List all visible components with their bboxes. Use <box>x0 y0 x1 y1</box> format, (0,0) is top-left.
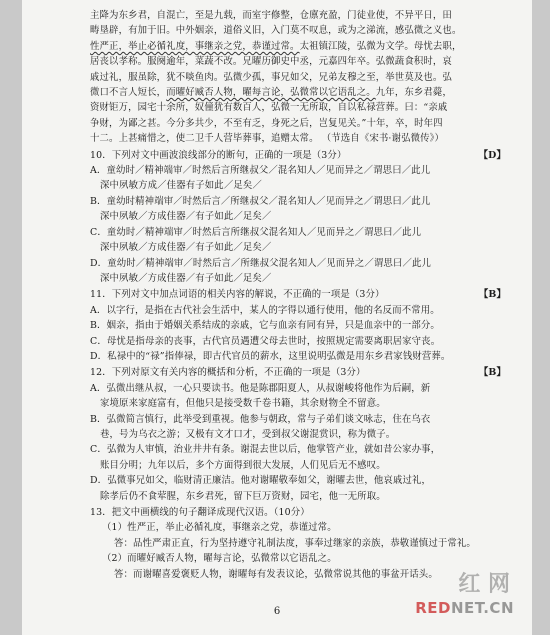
passage-text: 微口不言人短长， <box>90 87 167 99</box>
question-stem <box>90 365 508 380</box>
answer-mark: 【D】 <box>478 149 506 161</box>
question-stem <box>90 148 508 163</box>
passage-line <box>90 54 508 69</box>
watermark-top-text: 红 网 <box>458 572 510 597</box>
answer-option <box>90 381 508 412</box>
passage <box>90 8 508 147</box>
passage-text: 九年，东乡君薨， <box>375 87 452 99</box>
passage-text: 戚过礼，服虽除，犹不啖鱼肉。弘微少孤，事兄如父，兄弟友穆之至，举世莫及也。弘 <box>90 71 452 83</box>
question-11 <box>90 287 508 364</box>
translation-question: （1）性严正，举止必循礼度，事继亲之党，恭谨过常。 <box>102 522 337 534</box>
option-line: 巷，号为乌衣之游；又极有文才口才，受到叔父谢混赏识，称为微子。 <box>100 428 396 440</box>
watermark-logo <box>404 572 514 617</box>
answer-option <box>90 334 508 349</box>
option-line: A．童幼时／精神端审／时然后言所继叔父／混名知人／见而异之／谓思曰／此儿 <box>90 165 431 177</box>
passage-line <box>90 39 508 54</box>
answer-option <box>90 163 508 194</box>
passage-line <box>90 70 508 85</box>
answer-option <box>90 473 508 504</box>
option-line: A．弘微出继从叔，一心只要读书。他是陈郡阳夏人，从叔谢峻将他作为后嗣，新 <box>90 382 431 394</box>
passage-text: 居丧以孝称。服阕逾年，菜蔬不改。兄曜历御史中丞，元嘉四年卒。弘微蔬食积时，哀 <box>90 56 452 68</box>
passage-line <box>90 8 508 23</box>
question-stem <box>90 287 508 302</box>
option-line: C．弘微为人审慎，治业井井有条。谢混去世以后，他掌管产业，就如昔公家办事， <box>90 444 441 456</box>
option-list <box>90 381 508 504</box>
passage-line <box>90 85 508 100</box>
question-text: 10．下列对文中画波浪线部分的断句，正确的一项是（3分） <box>90 149 347 161</box>
passage-line <box>90 131 508 146</box>
passage-line <box>90 23 508 38</box>
underlined-sentence: 而曜好臧否人物，曜每言论，弘微常以它语乱之。 <box>166 87 376 99</box>
option-list <box>90 163 508 286</box>
answer-option <box>90 318 508 333</box>
option-line: 家境原来家庭富有，但他只是接受数千卷书籍，其余财物全不留意。 <box>100 398 386 410</box>
option-line: D．童幼时／精神端审／时然后言／所继叔父混名知人／见而异之／谓思曰／此儿 <box>90 257 432 269</box>
option-line: 深中夙敏／方成佳器／有子如此／足矣／ <box>100 272 272 284</box>
answer-option <box>90 442 508 473</box>
option-line: 深中夙敏／方成佳器／有子如此／足矣／ <box>100 242 272 254</box>
answer-option <box>90 412 508 443</box>
option-line: 深中夙敏方成／佳器有子如此／足矣／ <box>100 180 262 192</box>
option-line: B．姻亲，指由于婚姻关系结成的亲戚，它与血亲有同有异，只是血亲中的一部分。 <box>90 320 440 332</box>
question-12 <box>90 365 508 504</box>
passage-text: 主降为东乡君，自混亡，至是九载，而室宇修整，仓廪充盈，门徒业使，不异平日，田 <box>90 10 452 21</box>
answer-option <box>90 225 508 256</box>
translation-item-1 <box>90 520 508 551</box>
option-line: D．私禄中的“禄”指俸禄，即古代官员的薪水，这里说明弘微是用东乡君家钱财营葬。 <box>90 350 451 362</box>
watermark-bottom-text <box>415 599 514 617</box>
answer-option <box>90 349 508 364</box>
exam-page <box>22 0 532 635</box>
translation-answer: 答：而谢曜喜爱褒贬人物，谢曜每有发表议论，弘微常说其他的事盆开话头。 <box>114 568 438 580</box>
question-text: 12．下列对原文有关内容的概括和分析，不正确的一项是（3分） <box>90 367 366 379</box>
answer-option <box>90 194 508 225</box>
translation-answer: 答：品性严肃正直，行为坚持遵守礼制法度，事奉过继家的亲族，恭敬谨慎过于常礼。 <box>114 537 476 549</box>
option-line: 深中夙敏／方成佳器／有子如此／足矣／ <box>100 211 272 223</box>
page-number: 6 <box>273 606 281 617</box>
option-line: B．弘微简言慎行，此举受到重视。他参与朝政，常与子弟们谈文咏志，住在乌衣 <box>90 413 431 425</box>
passage-text: 资财钜万，园宅十余所，奴僮犹有数百人，弘微一无所取，自以私禄营葬。曰：“亲戚 <box>90 102 448 114</box>
passage-text: 争财，为鄙之甚。今分多共少，不至有乏，身死之后，岂复见关。”十年，卒，时年四 <box>90 117 443 129</box>
answer-mark: 【B】 <box>478 367 506 379</box>
answer-option <box>90 303 508 318</box>
option-line: C．童幼时／精神端审／时然后言所继叔父混名知人／见而异之／谓思曰／此儿 <box>90 226 422 238</box>
question-text: 11．下列对文中加点词语的相关内容的解说，不正确的一项是（3分） <box>90 289 385 301</box>
question-text: 13．把文中画横线的句子翻译成现代汉语。（10分） <box>90 507 310 518</box>
watermark-red-text: RED <box>415 599 451 617</box>
option-line: 除孝后仍不食荤腥，东乡君死，留下巨万资财，园宅，他一无所取。 <box>100 490 386 502</box>
passage-text: 十二。上甚痛惜之，使二卫千人营毕葬事，追赠太常。 （节选自《宋书·谢弘微传》） <box>90 133 444 145</box>
question-13 <box>90 505 508 582</box>
answer-option <box>90 256 508 287</box>
option-line: A．以字行，是指在古代社会生活中，某人的字得以通行使用，他的名反而不常用。 <box>90 304 440 316</box>
translation-question: （2）而曜好臧否人物，曜每言论，弘微常以它语乱之。 <box>102 553 337 565</box>
passage-text: 太祖镇江陵，弘微为文学。母忧去职， <box>299 40 462 52</box>
passage-line <box>90 100 508 115</box>
answer-mark: 【B】 <box>478 289 506 301</box>
passage-line <box>90 116 508 131</box>
watermark-grey-text: NET.CN <box>450 599 514 617</box>
page-content <box>90 8 508 582</box>
option-line: 账目分明；九年以后，多个方面得到很大发展，人们见后无不感叹。 <box>100 459 386 471</box>
option-line: B．童幼时精神端审／时然后言／所继叔父／混名知人／见而异之／谓思曰／此儿 <box>90 195 431 207</box>
option-line: C．母忧是指母亲的丧事，古代官员遇遭父母去世时，按照规定需要离职居家守丧。 <box>90 335 441 347</box>
option-line: D．弘微事兄如父，临财清正廉洁。他对谢曜敬奉如父，谢曜去世，他哀戚过礼， <box>90 475 432 487</box>
question-10 <box>90 148 508 287</box>
option-list <box>90 303 508 365</box>
passage-text: 畴垦辟，有加于旧。中外姻亲，道俗义旧，入门莫不叹息，或为之涕流，感弘微之义也。 <box>90 25 462 37</box>
underlined-sentence: 性严正，举止必循礼度，事继亲之党，恭谨过常。 <box>90 40 300 52</box>
